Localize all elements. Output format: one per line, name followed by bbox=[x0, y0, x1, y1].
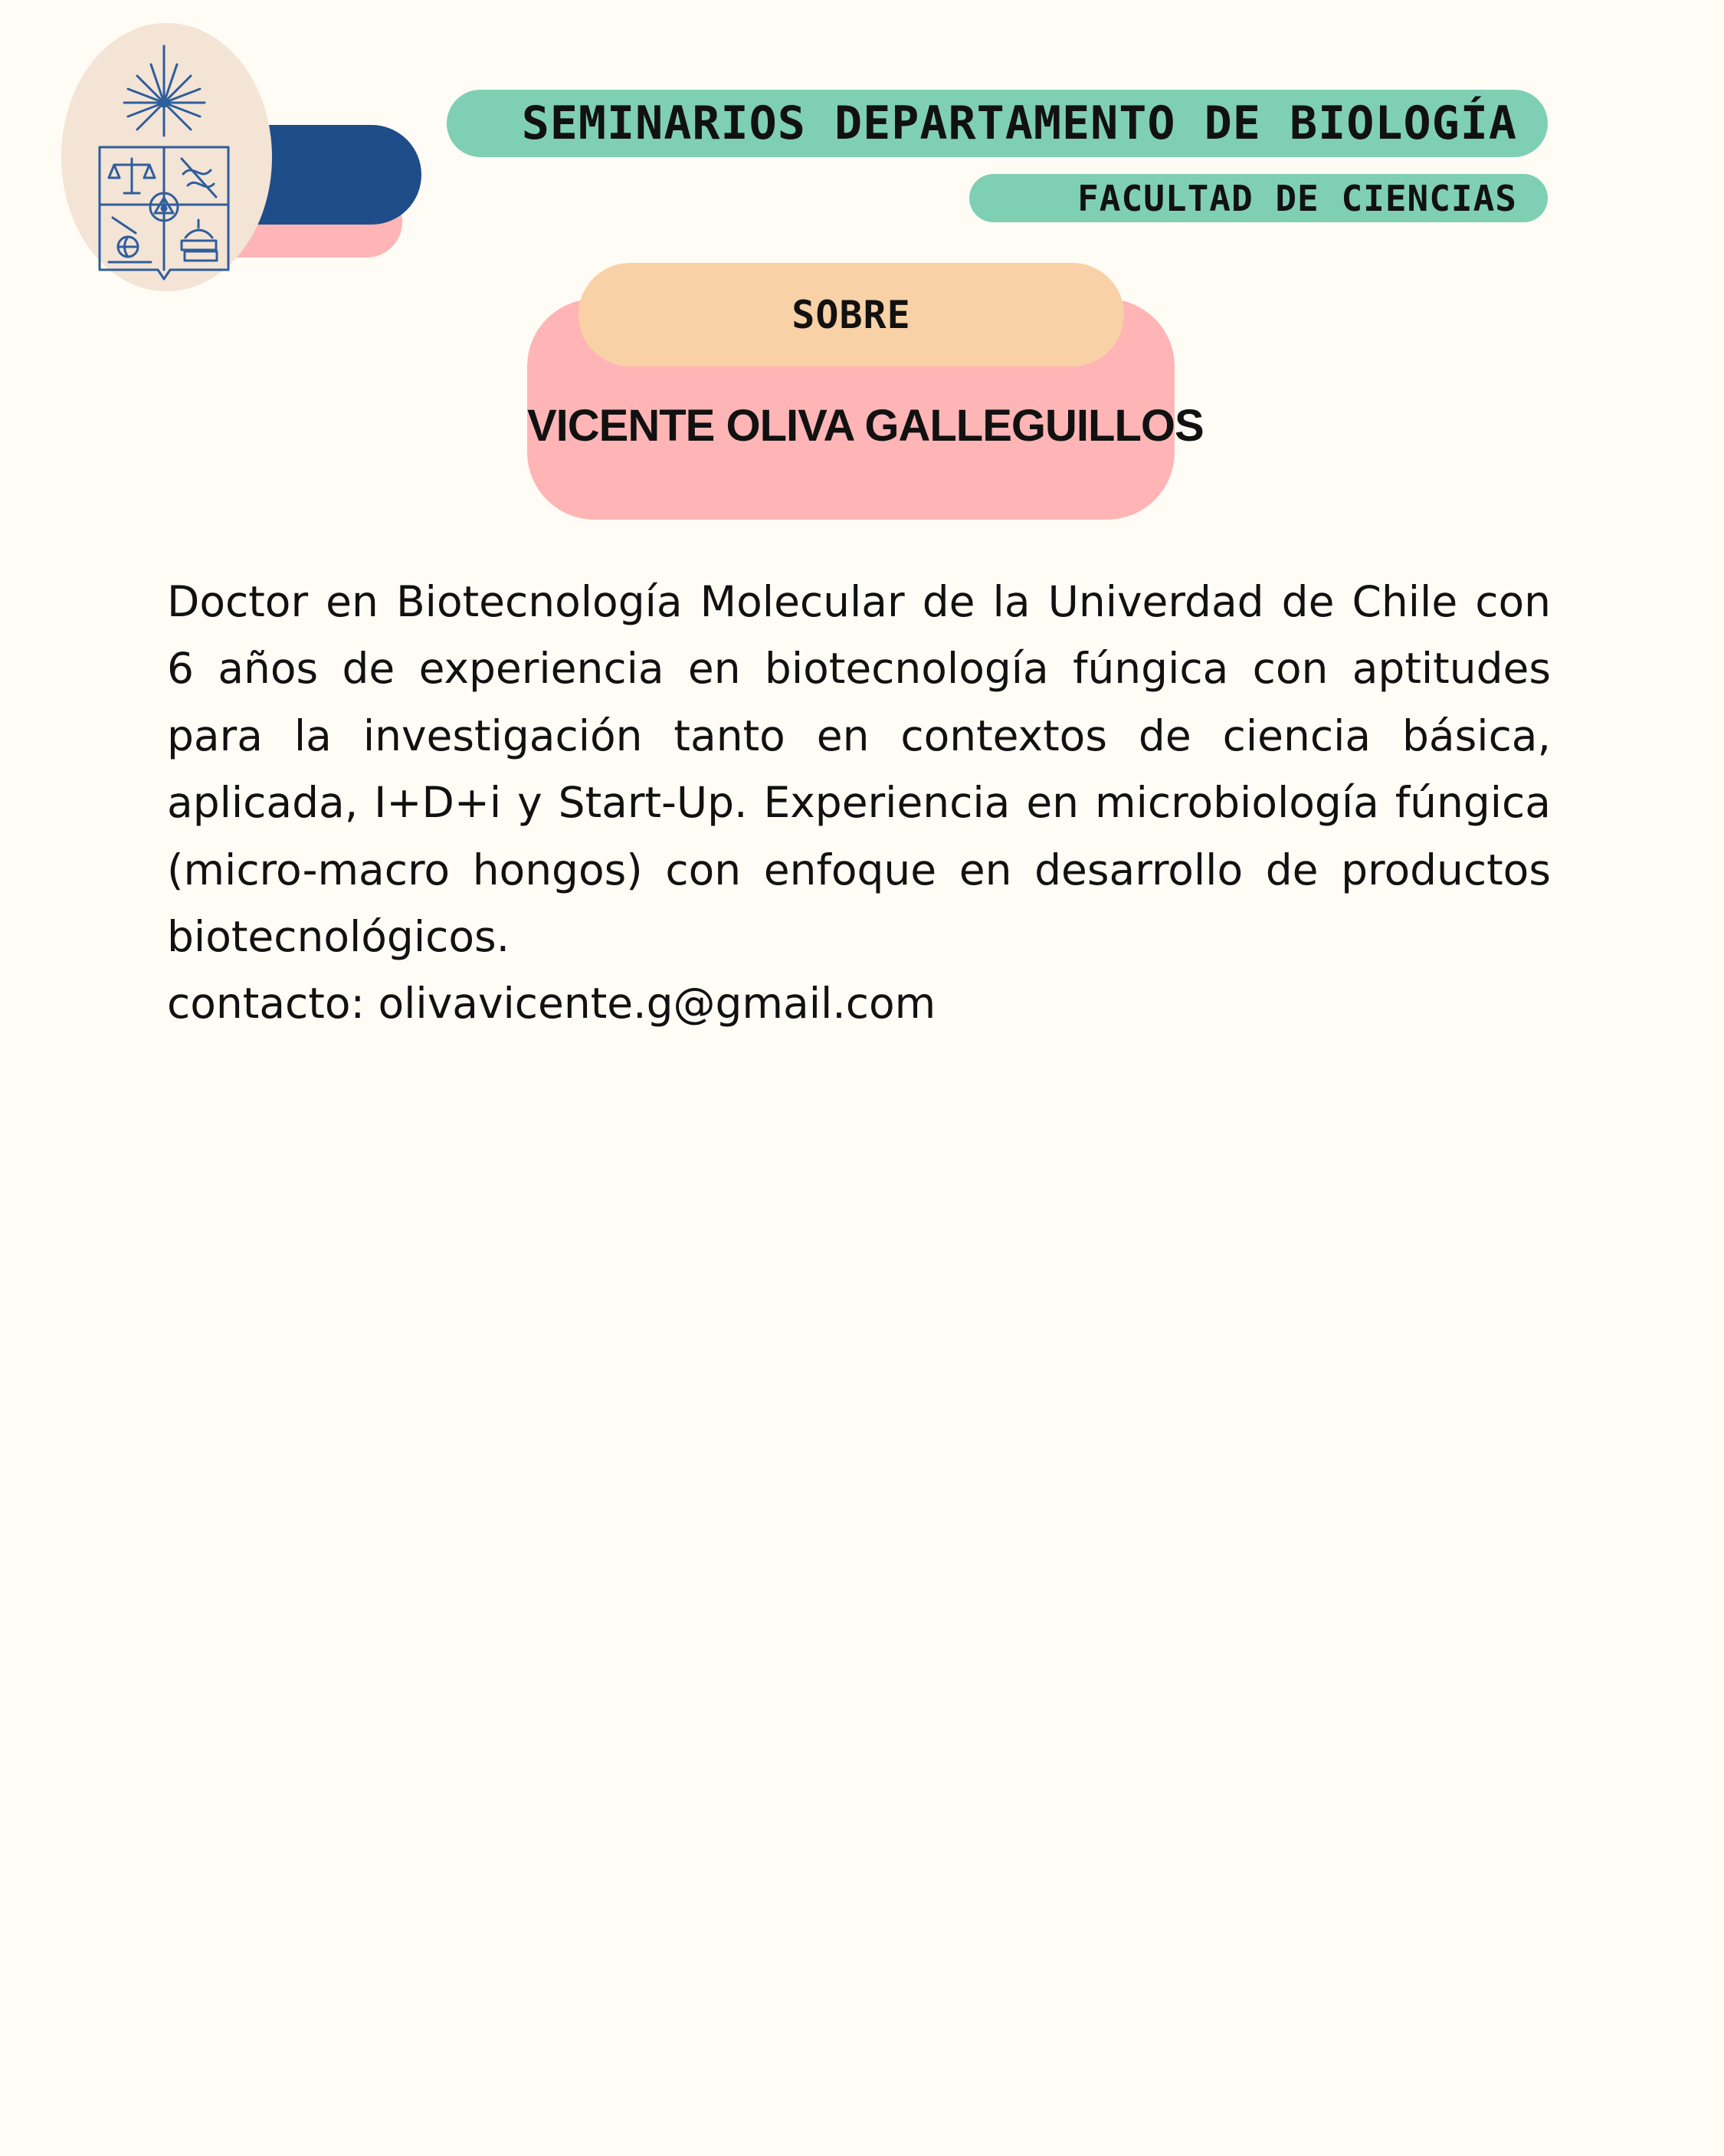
page-subtitle: FACULTAD DE CIENCIAS bbox=[1077, 177, 1517, 219]
scales-icon bbox=[109, 159, 155, 193]
books-icon bbox=[182, 220, 217, 261]
logo-badge bbox=[61, 23, 272, 291]
header-subtitle-pill bbox=[969, 174, 1548, 222]
bio-section bbox=[167, 569, 1551, 1038]
caduceus-icon bbox=[182, 159, 216, 197]
speaker-label-pill bbox=[578, 263, 1124, 366]
bio-paragraph: Doctor en Biotecnología Molecular de la Univerdad de Chile con 6 años de experiencia en biotecnología fúngica con aptitudes para la investigación tanto en contextos de ciencia básica, aplicada, I+D+i y Start-Up. Experiencia en microbiología fúngica (micro-macro hongos) con enfoque en desarrollo de productos biotecnológicos. bbox=[167, 577, 1551, 962]
university-crest-icon bbox=[90, 40, 243, 285]
star-burst-icon bbox=[124, 46, 205, 136]
page-title: SEMINARIOS DEPARTAMENTO DE BIOLOGÍA bbox=[521, 97, 1517, 150]
contact-line: contacto: olivavicente.g@gmail.com bbox=[167, 979, 936, 1029]
header-title-pill bbox=[447, 90, 1548, 157]
speaker-name: VICENTE OLIVA GALLEGUILLOS bbox=[527, 401, 1204, 451]
speaker-label: SOBRE bbox=[792, 292, 911, 337]
globe-icon bbox=[109, 218, 151, 262]
